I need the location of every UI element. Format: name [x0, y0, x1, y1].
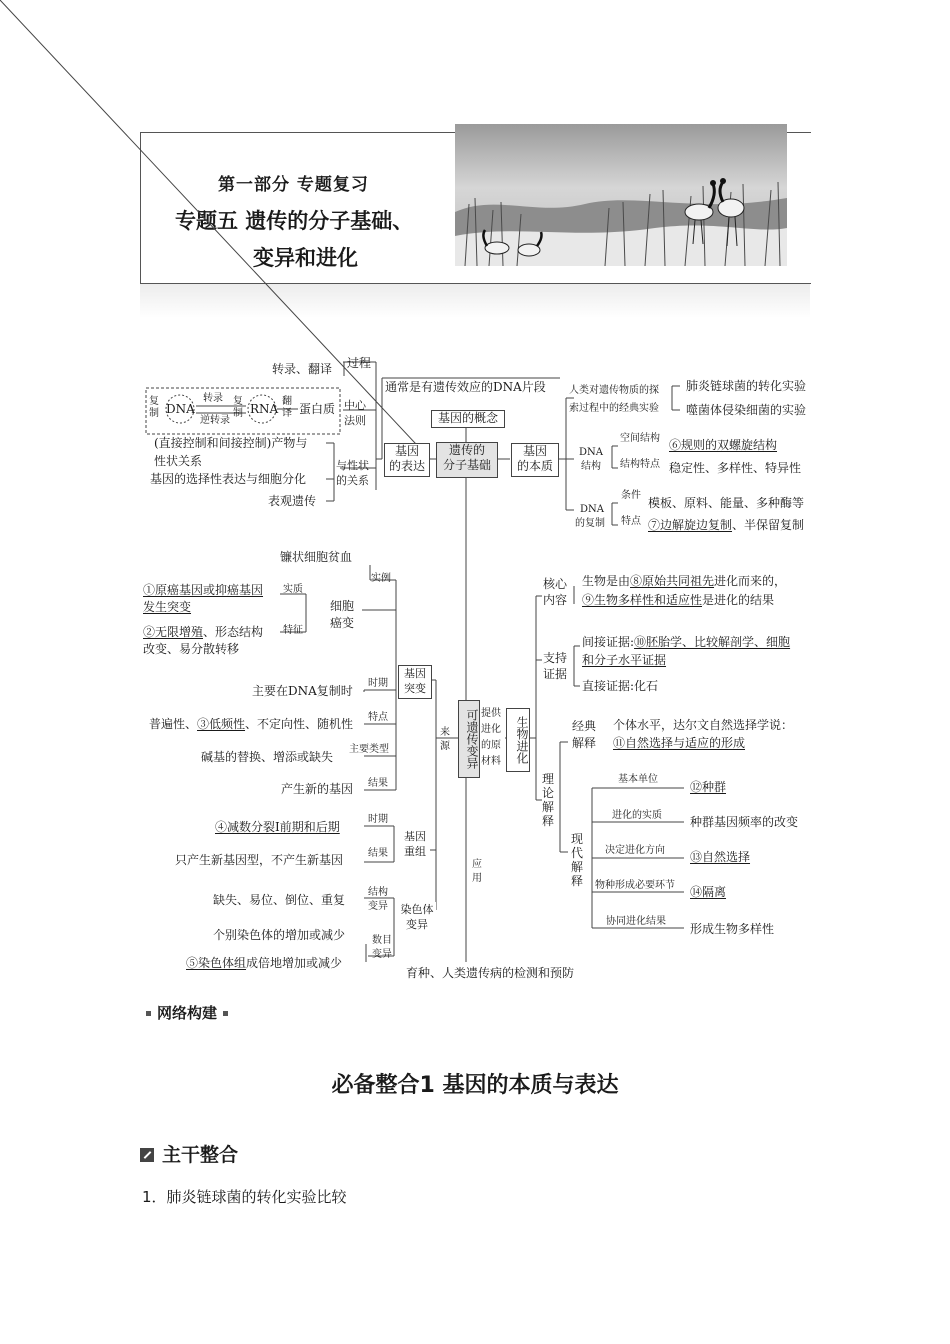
- dogma-reverse: 逆转录: [200, 415, 230, 426]
- main-integration-heading: [140, 1140, 238, 1167]
- replication-feature-label: 特点: [621, 516, 641, 527]
- cancer-feature-3: 改变、易分散转移: [143, 642, 240, 656]
- number-label-1: 数目: [372, 935, 392, 946]
- speciation-value: ⑭隔离: [690, 885, 727, 899]
- number-variation-label: [372, 934, 392, 962]
- central-dogma-label: [344, 398, 366, 428]
- mutation-type-label: 主要类型: [349, 744, 389, 755]
- recomb-period-label: 时期: [368, 814, 388, 825]
- modern-1: 现: [571, 832, 584, 846]
- core-content-1: [582, 574, 786, 589]
- structure-variation-value: 缺失、易位、倒位、重复: [213, 893, 346, 907]
- list-item: 1．肺炎链球菌的转化实验比较: [142, 1188, 347, 1206]
- recomb-result-label: 结果: [368, 848, 388, 859]
- struct-label-1: 结构: [368, 887, 388, 898]
- modern-2: 代: [571, 846, 584, 860]
- core-content-2: [582, 593, 774, 608]
- translate-1: 翻: [282, 396, 292, 407]
- square-bullet-icon: [146, 1011, 151, 1016]
- trait-item-1: [154, 434, 307, 470]
- replicate-right-2: 制: [233, 408, 243, 419]
- structure-variation-label: [368, 886, 388, 914]
- number-value-2a: ⑤染色体组: [186, 956, 247, 970]
- translate-2: 译: [282, 408, 292, 419]
- evidence-label-2: 证据: [543, 667, 568, 681]
- replication-condition-value: 模板、原料、能量、多种酶等: [648, 496, 805, 510]
- source-label-2: 源: [440, 741, 450, 752]
- process-text: 转录、翻译: [272, 362, 333, 376]
- modern-4: 释: [571, 874, 584, 888]
- evidence-1c: 和分子水平证据: [582, 653, 667, 667]
- evidence-1a: 间接证据:: [582, 635, 635, 649]
- process-label: 过程: [347, 356, 372, 370]
- gene-essence-line2: 的本质: [516, 459, 553, 473]
- gene-mutation-line1: 基因: [404, 667, 426, 680]
- number-variation-value-2: [186, 956, 342, 971]
- chromo-line2: 变异: [406, 918, 428, 931]
- provide-1: 提供: [481, 708, 501, 719]
- evolution-essence-label: 进化的实质: [612, 810, 662, 821]
- classic-label-2: 解释: [572, 736, 597, 750]
- dogma-replicate-left: [149, 396, 159, 420]
- spatial-structure-label: 空间结构: [620, 433, 660, 444]
- coevolution-value: 形成生物多样性: [690, 922, 775, 936]
- theory-1: 理: [542, 772, 555, 786]
- section-title: 必备整合1 基因的本质与表达: [331, 1073, 619, 1098]
- experiment-2: 噬菌体侵染细菌的实验: [686, 403, 807, 417]
- struct-label-2: 变异: [368, 901, 388, 912]
- biological-evolution-box: 生物进化: [506, 708, 530, 772]
- evidence-indirect: [582, 633, 790, 669]
- replicate-left-1: 复: [149, 396, 159, 407]
- dogma-dna: DNA: [166, 402, 195, 416]
- gene-concept-box: [431, 410, 505, 428]
- cancer-feature-2: 、形态结构: [203, 625, 264, 639]
- evolution-direction-label: 决定进化方向: [605, 845, 665, 856]
- recomb-line2: 重组: [404, 845, 426, 858]
- dogma-rna: RNA: [250, 402, 279, 416]
- gene-concept-text: 通常是有遗传效应的DNA片段: [385, 380, 546, 394]
- genetic-basis-box: [436, 442, 498, 478]
- experiment-1: 肺炎链球菌的转化实验: [686, 379, 807, 393]
- provide-4: 材料: [481, 756, 501, 767]
- structure-feature-label: 结构特点: [620, 459, 660, 470]
- replicate-right-1: 复: [233, 396, 243, 407]
- topic-title-line2: 变异和进化: [253, 246, 358, 270]
- core-2a: ⑨生物多样性和适应性: [582, 593, 703, 607]
- core-1a: 生物是由: [582, 574, 631, 588]
- core-label-1: 核心: [543, 577, 568, 591]
- gene-expression-line2: 的表达: [388, 459, 425, 473]
- trait-item-3: 表观遗传: [268, 494, 317, 508]
- classic-explanation-1: 个体水平，达尔文自然选择学说：: [613, 718, 794, 732]
- dna-structure-label: [579, 446, 603, 474]
- application-label: [472, 858, 482, 886]
- number-value-2b: 成倍地增加或减少: [246, 956, 343, 970]
- core-2b: 是进化的结果: [702, 593, 775, 607]
- gene-mutation-box: [398, 665, 432, 699]
- topic-title-line1: 专题五 遗传的分子基础、: [175, 209, 414, 233]
- evidence-1b: ⑩胚胎学、比较解剖学、细胞: [634, 635, 791, 649]
- heritable-variation-box: 可遗传变异: [458, 700, 480, 778]
- cancer-feature-label: 特征: [283, 625, 303, 636]
- theory-2: 论: [542, 786, 555, 800]
- cancer-essence-value: [143, 582, 263, 616]
- evidence-label: [543, 650, 567, 682]
- gene-essence-box: [511, 443, 559, 477]
- recomb-line1: 基因: [404, 830, 426, 843]
- cancer-essence-1: ①原癌基因或抑癌基因: [143, 583, 264, 597]
- number-label-2: 变异: [372, 949, 392, 960]
- classic-label-1: 经典: [572, 719, 597, 733]
- genetic-basis-line1: 遗传的: [448, 443, 485, 457]
- core-1c: 进化而来的，: [714, 574, 787, 588]
- basic-unit-value: ⑫种群: [690, 780, 727, 794]
- chromo-line1: 染色体: [400, 903, 434, 916]
- structure-label-1: DNA: [579, 447, 603, 458]
- replication-condition-label: 条件: [621, 490, 641, 501]
- structure-feature-value: 稳定性、多样性、特异性: [669, 461, 802, 475]
- replication-feature-value-2: 、半保留复制: [732, 518, 805, 532]
- evidence-label-1: 支持: [543, 651, 568, 665]
- network-construction-label: [140, 1002, 234, 1023]
- classic-explanation-label: [572, 718, 596, 752]
- dna-replication-label: [575, 503, 605, 531]
- mutation-period-value: 主要在DNA复制时: [252, 684, 353, 698]
- basic-unit-label: 基本单位: [618, 774, 658, 785]
- recomb-period-value: ④减数分裂Ⅰ前期和后期: [215, 820, 340, 834]
- genetic-basis-line2: 分子基础: [442, 458, 491, 472]
- exp-label-1: 人类对遗传物质的探: [569, 385, 659, 396]
- mutation-feature-1: 普遍性、: [149, 717, 198, 731]
- coevolution-label: 协同进化结果: [606, 916, 666, 927]
- gene-expression-line1: 基因: [394, 444, 419, 458]
- theory-4: 释: [542, 814, 555, 828]
- speciation-label: 物种形成必要环节: [595, 880, 675, 891]
- structure-label-2: 结构: [581, 461, 601, 472]
- source-label: [440, 726, 450, 754]
- trait-item-2: 基因的选择性表达与细胞分化: [150, 472, 307, 486]
- replication-label-1: DNA: [580, 504, 604, 515]
- provide-2: 进化: [481, 724, 501, 735]
- mutation-feature-label: 特点: [368, 712, 388, 723]
- square-bullet-icon: [223, 1011, 228, 1016]
- gene-mutation-line2: 突变: [404, 682, 426, 695]
- evolution-direction-value: ⑬自然选择: [690, 850, 751, 864]
- dogma-replicate-right: [233, 396, 243, 420]
- mutation-feature-3: 、不定向性、随机性: [245, 717, 354, 731]
- example-label: 实例: [371, 573, 391, 584]
- trait-1-line1: (直接控制和间接控制)产物与: [154, 436, 308, 450]
- pencil-icon: [140, 1148, 154, 1162]
- exp-label-2: 索过程中的经典实验: [569, 403, 659, 414]
- classic-explanation-2: ⑪自然选择与适应的形成: [613, 736, 746, 750]
- gene-concept-label: 基因的概念: [437, 411, 498, 425]
- central-label-line2: 法则: [344, 414, 366, 427]
- core-label-2: 内容: [543, 593, 568, 607]
- main-heading-text: 主干整合: [162, 1144, 239, 1166]
- network-label-text: 网络构建: [157, 1004, 218, 1022]
- provide-3: 的原: [481, 740, 501, 751]
- evolution-essence-value: 种群基因频率的改变: [690, 815, 799, 829]
- modern-3: 解: [571, 860, 584, 874]
- core-1b: ⑧原始共同祖先: [630, 574, 715, 588]
- core-content-label: [543, 576, 567, 608]
- cancer-essence-label: 实质: [283, 584, 303, 595]
- dogma-translate: [282, 396, 292, 420]
- theory-explanation-label: [542, 772, 554, 828]
- modern-explanation-label: [571, 832, 583, 888]
- part-title: 第一部分 专题复习: [218, 175, 369, 195]
- gene-expression-box: [384, 443, 430, 477]
- mutation-result-label: 结果: [368, 778, 388, 789]
- trait-relation-label: [336, 458, 369, 488]
- replication-feature-value-1: ⑦边解旋边复制: [648, 518, 733, 532]
- central-label-line1: 中心: [344, 399, 366, 412]
- cancer-label: [330, 598, 354, 632]
- trait-label-1: 与性状: [336, 459, 369, 472]
- recomb-result-value: 只产生新基因型，不产生新基因: [175, 853, 344, 867]
- trait-label-2: 的关系: [336, 474, 369, 487]
- chromosome-variation-box: [398, 902, 436, 934]
- application-text: 育种、人类遗传病的检测和预防: [406, 966, 575, 980]
- number-variation-value-1: 个别染色体的增加或减少: [213, 928, 346, 942]
- gene-recombination-box: [400, 829, 430, 861]
- source-label-1: 来: [440, 727, 450, 738]
- mutation-feature-2: ③低频性: [197, 717, 246, 731]
- gene-essence-line1: 基因: [522, 444, 547, 458]
- mutation-result-value: 产生新的基因: [281, 782, 354, 796]
- trait-1-line2: 性状关系: [154, 454, 203, 468]
- cancer-feature-1: ②无限增殖: [143, 625, 204, 639]
- application-2: 用: [472, 873, 482, 884]
- theory-3: 解: [542, 800, 555, 814]
- experiment-label: [569, 382, 659, 418]
- cancer-feature-value: [143, 624, 263, 658]
- dogma-protein: 蛋白质: [299, 402, 336, 416]
- cancer-label-2: 癌变: [330, 616, 355, 630]
- provide-material-label: [481, 706, 501, 770]
- evidence-direct: 直接证据:化石: [582, 679, 659, 693]
- spatial-structure-value: ⑥规则的双螺旋结构: [669, 438, 778, 452]
- cancer-essence-2: 发生突变: [143, 600, 192, 614]
- replication-label-2: 的复制: [575, 518, 605, 529]
- mutation-type-value: 碱基的替换、增添或缺失: [201, 750, 334, 764]
- cancer-label-1: 细胞: [330, 599, 355, 613]
- application-1: 应: [472, 859, 482, 870]
- replication-feature-value: [648, 518, 804, 533]
- replicate-left-2: 制: [149, 408, 159, 419]
- dogma-transcribe: 转录: [203, 393, 223, 404]
- mutation-period-label: 时期: [368, 678, 388, 689]
- mutation-feature-value: [149, 717, 353, 732]
- example-sickle-cell: 镰状细胞贫血: [280, 550, 353, 564]
